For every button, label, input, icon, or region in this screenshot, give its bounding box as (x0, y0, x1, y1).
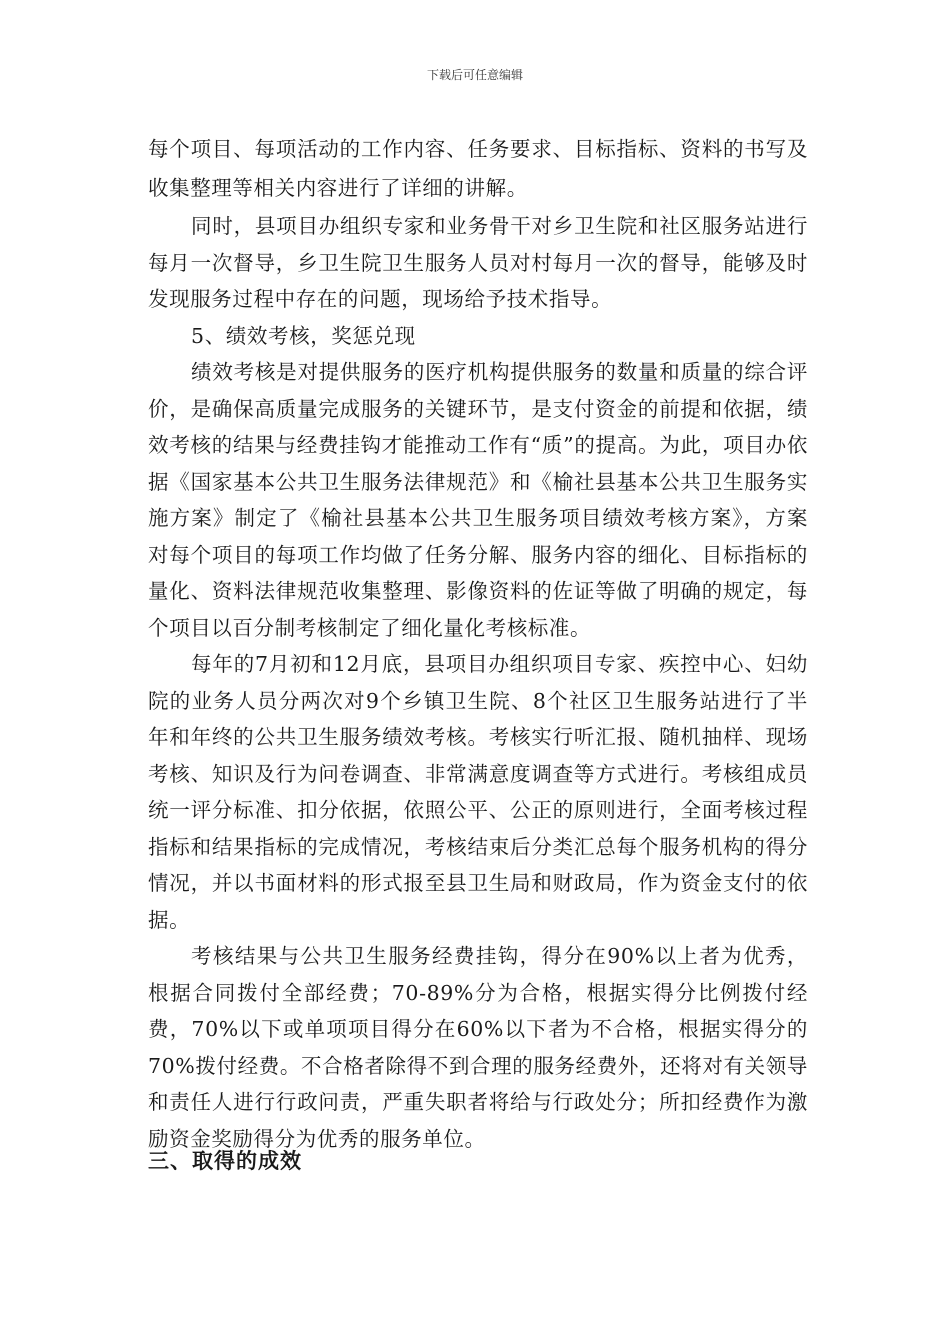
paragraph-assessment-schedule: 每年的7月初和12月底，县项目办组织项目专家、疾控中心、妇幼院的业务人员分两次对9个乡镇卫生院、8个社区卫生服务站进行了半年和年终的公共卫生服务绩效考核。考核实行听汇报、随机抽样、现场考核、知识及行为问卷调查、非常满意度调查等方式进行。考核组成员统一评分标准、扣分依据，依照公平、公正的原则进行，全面考核过程指标和结果指标的完成情况，考核结束后分类汇总每个服务机构的得分情况，并以书面材料的形式报至县卫生局和财政局，作为资金支付的依据。 (148, 652, 808, 932)
paragraph-continuation: 每个项目、每项活动的工作内容、任务要求、目标指标、资料的书写及收集整理等相关内容进行了详细的讲解。 (148, 137, 808, 200)
paragraph-assessment-funding: 考核结果与公共卫生服务经费挂钩，得分在90%以上者为优秀，根据合同拨付全部经费；70-89%分为合格，根据实得分比例拨付经费，70%以下或单项项目得分在60%以下者为不合格，根据实得分的70%拨付经费。不合格者除得不到合理的服务经费外，还将对有关领导和责任人进行行政问责，严重失职者将给与行政处分；所扣经费作为激励资金奖励得分为优秀的服务单位。 (148, 944, 808, 1151)
page-header: 下载后可任意编辑 (426, 68, 523, 82)
paragraph-assessment-definition: 绩效考核是对提供服务的医疗机构提供服务的数量和质量的综合评价，是确保高质量完成服务的关键环节，是支付资金的前提和依据，绩效考核的结果与经费挂钩才能推动工作有“质”的提高。为此，项目办依据《国家基本公共卫生服务法律规范》和《榆社县基本公共卫生服务实施方案》制定了《榆社县基本公共卫生服务项目绩效考核方案》，方案对每个项目的每项工作均做了任务分解、服务内容的细化、目标指标的量化、资料法律规范收集整理、影像资料的佐证等做了明确的规定，每个项目以百分制考核制定了细化量化考核标准。 (148, 360, 808, 640)
subheading-performance-assessment: 5、绩效考核，奖惩兑现 (191, 323, 416, 348)
section-heading: 三、取得的成效 (148, 1148, 302, 1173)
document-body (148, 130, 808, 1157)
paragraph-supervision: 同时，县项目办组织专家和业务骨干对乡卫生院和社区服务站进行每月一次督导，乡卫生院卫生服务人员对村每月一次的督导，能够及时发现服务过程中存在的问题，现场给予技术指导。 (148, 214, 808, 311)
